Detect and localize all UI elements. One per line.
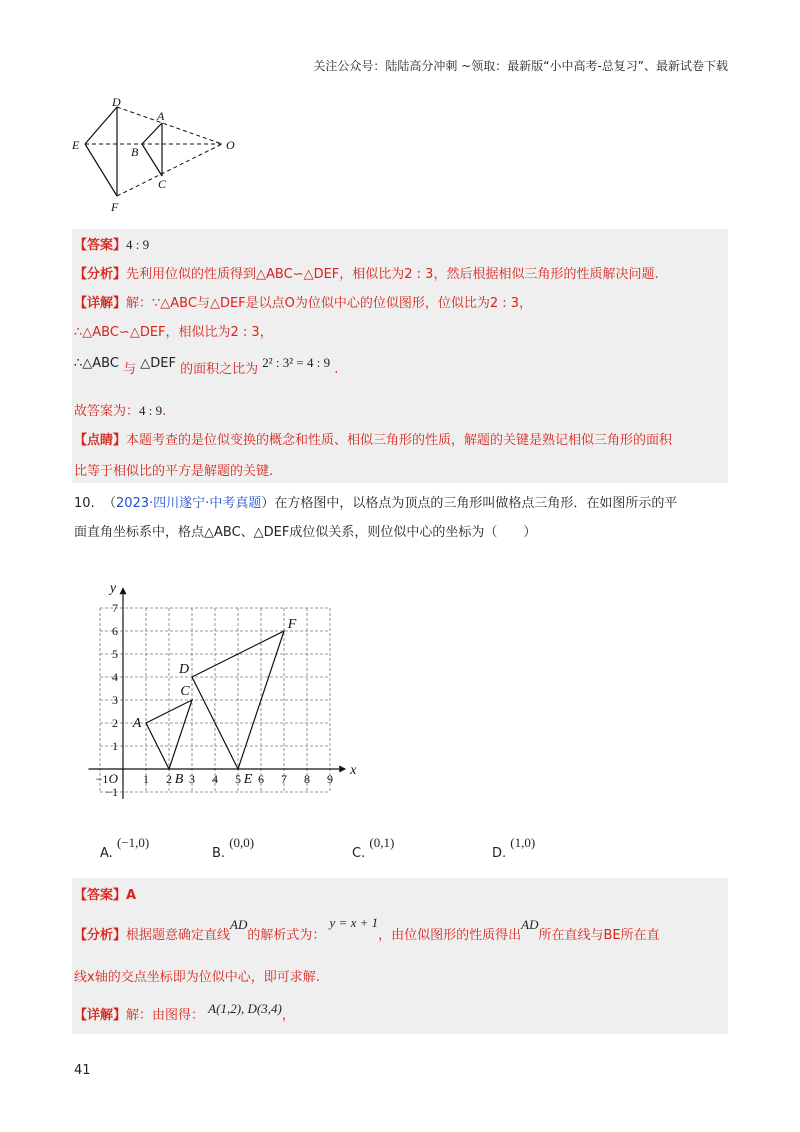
x-tick-label: 9 <box>327 772 333 786</box>
q9-detail-2: ∴△ABC∽△DEF，相似比为2 : 3， <box>74 325 273 340</box>
option-b[interactable] <box>212 835 255 861</box>
q9-detail-3f: . <box>334 362 339 377</box>
option-a-letter: A. <box>100 846 113 861</box>
q9-answer-line <box>74 234 149 253</box>
option-d-value: (1,0) <box>510 835 536 850</box>
point-label-f: F <box>287 617 297 632</box>
q10-number: 10. <box>74 496 95 511</box>
point-label-a: A <box>132 716 142 731</box>
point-label-a: A <box>157 109 165 123</box>
q9-comment-line-1 <box>74 429 672 448</box>
x-axis-arrow <box>339 766 346 773</box>
x-tick-label: 3 <box>189 772 195 786</box>
x-tick-label: 7 <box>281 772 287 786</box>
option-c-letter: C. <box>352 846 366 861</box>
q10-detail-1b: A(1,2), D(3,4) <box>208 1001 282 1016</box>
q9-answer: 4 : 9 <box>126 237 150 252</box>
q10-answer-line <box>74 884 136 903</box>
q10-analysis-line-1 <box>74 915 660 943</box>
q10-analysis-1f: AD <box>521 917 539 932</box>
detail-tag: 【详解】 <box>74 296 127 311</box>
x-tick-label: −1 <box>95 772 109 786</box>
q9-detail-3a: ∴△ABC <box>74 356 119 371</box>
q9-detail-3b: 与 <box>123 362 137 377</box>
q10-source: 2023·四川遂宁·中考真题 <box>115 496 262 511</box>
q9-detail-3c: △DEF <box>140 356 176 371</box>
y-tick-label: 6 <box>112 624 118 638</box>
analysis-tag: 【分析】 <box>74 267 127 282</box>
option-c[interactable] <box>352 835 395 861</box>
q10-analysis-1a: 根据题意确定直线 <box>126 928 231 943</box>
answer-tag: 【答案】 <box>74 888 127 903</box>
point-label-c: C <box>158 177 167 191</box>
q9-detail-line-3 <box>74 352 339 377</box>
x-tick-label: 5 <box>235 772 241 786</box>
q10-source-open: （ <box>102 496 116 511</box>
q10-source-close: ） <box>261 496 275 511</box>
option-b-value: (0,0) <box>229 835 255 850</box>
option-d-letter: D. <box>492 846 507 861</box>
y-tick-label: 1 <box>112 739 118 753</box>
q9-detail-1: 解：∵△ABC与△DEF是以点O为位似中心的位似图形，位似比为2 : 3， <box>126 296 533 311</box>
point-label-c: C <box>180 684 190 699</box>
q9-conclusion-line <box>74 400 166 419</box>
q10-analysis-2: 线x轴的交点坐标即为位似中心，即可求解. <box>74 970 320 985</box>
point-label-d: D <box>178 662 190 677</box>
q10-analysis-1c: 的解析式为： <box>247 928 326 943</box>
x-tick-label: 2 <box>166 772 172 786</box>
q9-detail-line-1 <box>74 292 532 311</box>
analysis-tag: 【分析】 <box>74 928 127 943</box>
option-c-value: (0,1) <box>369 835 395 850</box>
q10-analysis-1g: 所在直线与BE所在直 <box>538 928 660 943</box>
x-tick-label: 1 <box>143 772 149 786</box>
q10-analysis-1b: AD <box>230 917 248 932</box>
q9-comment-2: 比等于相似比的平方是解题的关键. <box>74 464 274 479</box>
y-tick-label: 5 <box>112 647 118 661</box>
point-label-d: D <box>112 95 121 109</box>
point-label-o: O <box>226 138 235 152</box>
x-tick-label: 8 <box>304 772 310 786</box>
x-tick-label: 6 <box>258 772 264 786</box>
homothety-figure <box>70 95 245 215</box>
y-axis-label: y <box>109 581 117 597</box>
coordinate-grid-figure <box>80 570 370 810</box>
y-axis-arrow <box>120 587 127 594</box>
q9-conclusion-value: 4 : 9 <box>139 403 163 418</box>
detail-tag: 【详解】 <box>74 1008 127 1023</box>
q10-stem-2: 面直角坐标系中，格点△ABC、△DEF成位似关系，则位似中心的坐标为（ ） <box>74 525 537 540</box>
point-label-b: B <box>131 145 139 159</box>
q9-detail-3e: 2² : 3² = 4 : 9 <box>262 355 331 370</box>
y-tick-label: −1 <box>105 785 118 799</box>
q9-analysis-line <box>74 263 659 282</box>
comment-tag: 【点睛】 <box>74 433 127 448</box>
q9-conclusion: 故答案为： <box>74 404 140 419</box>
q10-analysis-1d: y = x + 1 <box>329 915 379 930</box>
y-tick-label: 3 <box>112 693 118 707</box>
page-number: 41 <box>74 1063 91 1078</box>
q9-detail-3d: 的面积之比为 <box>180 362 259 377</box>
q10-detail-1c: ， <box>281 1008 295 1023</box>
x-tick-label: 4 <box>212 772 218 786</box>
q9-analysis: 先利用位似的性质得到△ABC∽△DEF，相似比为2 : 3，然后根据相似三角形的性质解决问题. <box>126 267 659 282</box>
x-axis-label: x <box>350 763 357 778</box>
q10-detail-line-1 <box>74 1001 295 1023</box>
q10-detail-1a: 解：由图得： <box>126 1008 205 1023</box>
q9-comment-1: 本题考查的是位似变换的概念和性质、相似三角形的性质，解题的关键是熟记相似三角形的面积 <box>126 433 673 448</box>
q10-analysis-1e: ，由位似图形的性质得出 <box>378 928 522 943</box>
q10-stem-line-1 <box>74 492 677 511</box>
point-label-f: F <box>111 200 119 214</box>
y-tick-label: 4 <box>112 670 118 684</box>
option-a-value: (−1,0) <box>116 835 150 850</box>
point-label-e: E <box>72 138 80 152</box>
q9-conclusion-end: . <box>162 404 167 419</box>
q10-stem-1: 在方格图中，以格点为顶点的三角形叫做格点三角形．在如图所示的平 <box>274 496 678 511</box>
origin-label: O <box>108 771 118 786</box>
header-banner: 关注公众号：陆陆高分冲刺 ~领取：最新版“小中高考-总复习”、最新试卷下载 <box>313 59 728 73</box>
option-d[interactable] <box>492 835 536 861</box>
point-label-e: E <box>243 772 253 787</box>
y-tick-label: 2 <box>112 716 118 730</box>
option-a[interactable] <box>100 835 150 861</box>
q10-answer: A <box>126 888 137 903</box>
option-b-letter: B. <box>212 846 226 861</box>
point-label-b: B <box>174 772 184 787</box>
y-tick-label: 7 <box>112 601 118 615</box>
answer-tag: 【答案】 <box>74 238 127 253</box>
